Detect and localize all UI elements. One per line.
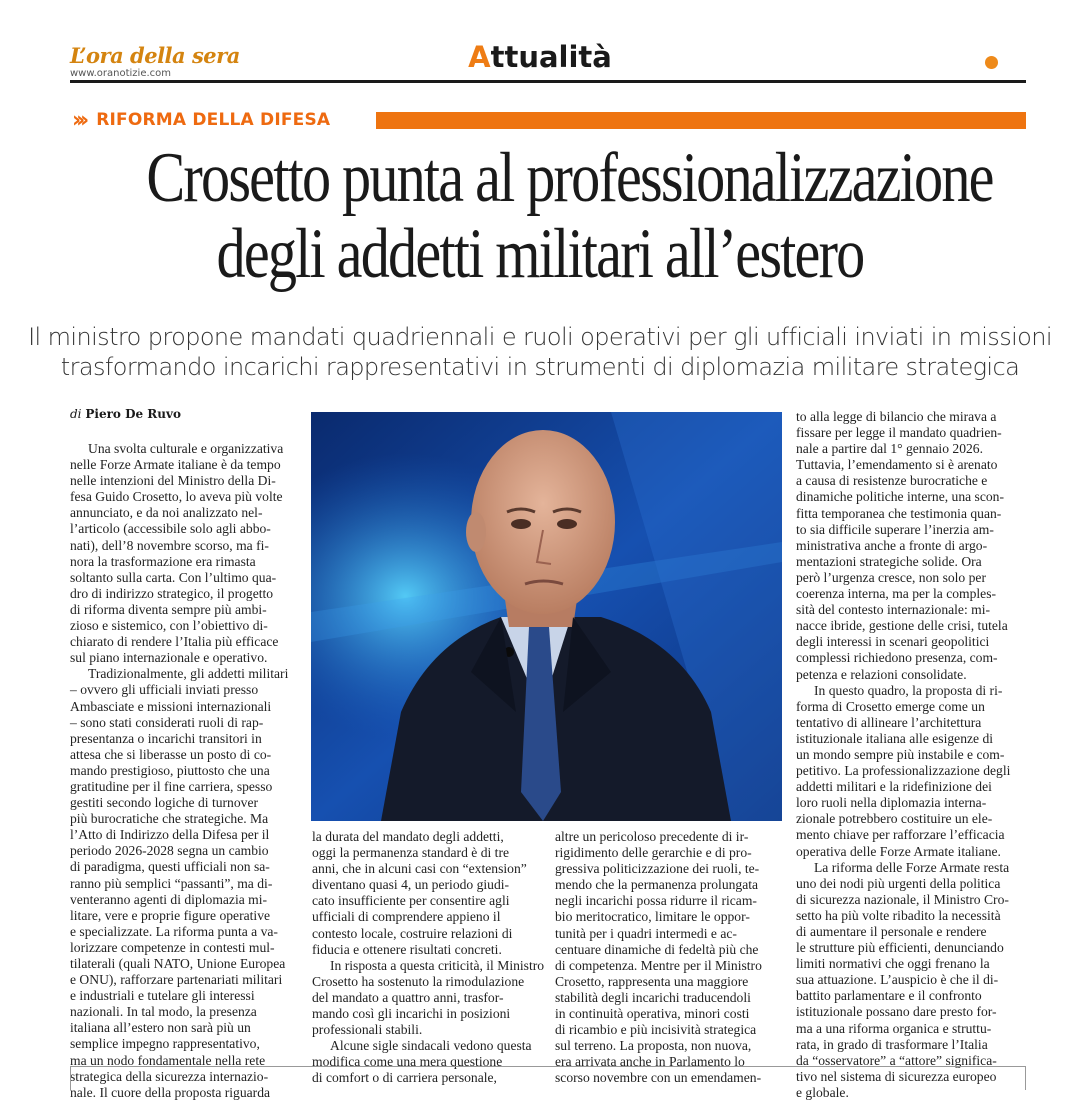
article-line: Tradizionalmente, gli addetti militari (88, 666, 289, 682)
article-line: tilaterali (quali NATO, Unione Europea (70, 956, 286, 971)
article-line: periodo 2026-2028 segna un cambio (70, 843, 269, 859)
article-line: però l’urgenza cresce, non solo per (796, 569, 986, 585)
kicker (72, 108, 330, 132)
article-line: cato insufficiente per consentire agli (312, 893, 510, 909)
article-line: scorso novembre con un emendamen- (555, 1070, 762, 1086)
article-line: Crosetto ha sostenuto la rimodulazione (312, 973, 525, 989)
article-line: annunciato, e da noi analizzato nel- (70, 505, 263, 521)
article-line: nelle intenzioni del Ministro della Di- (70, 473, 276, 489)
article-line: limiti normativi che oggi frenano la (796, 956, 990, 972)
article-column-2 (312, 829, 544, 1087)
article-line: to sia difficile superare l’inerzia am- (796, 521, 994, 537)
byline-author: Piero De Ruvo (85, 407, 181, 421)
article-line: chiarato di rendere l’Italia più efficace (70, 634, 279, 650)
article-line: operativa delle Forze Armate italiane. (796, 843, 1001, 859)
section-title (0, 40, 1080, 74)
article-line: gressiva politicizzazione dei ruoli, te- (555, 861, 760, 877)
article-line: ministrativa anche a fronte di argo- (796, 537, 988, 553)
article-line: contesto locale, costruire relazioni di (312, 925, 513, 941)
article-line: soltanto sulla carta. Con l’ultimo qua- (70, 569, 277, 585)
article-line: tentativo di allineare l’architettura (796, 714, 982, 730)
subheadline-line-1: Il ministro propone mandati quadriennali e ruoli operativi per gli ufficiali inviati in missioni (28, 323, 1052, 351)
article-line: professionali stabili. (312, 1022, 423, 1038)
article-line: setto ha più volte ribadito la necessità (796, 907, 1001, 923)
article-line: Una svolta culturale e organizzativa (88, 441, 284, 456)
brand-name: L’ora della sera (70, 43, 240, 68)
article-line: La riforma delle Forze Armate resta (814, 859, 1010, 875)
article-line: nazionali. In tal modo, la presenza (70, 1004, 257, 1020)
article-line: litare, vere e proprie figure operative (70, 907, 271, 923)
article-line: to alla legge di bilancio che mirava a (796, 409, 997, 424)
headline-line-2: degli addetti militari all’estero (216, 215, 864, 293)
article-line: ma a una riforma organica e struttu- (796, 1020, 992, 1036)
article-line: centuare dinamiche di fedeltà più che (555, 941, 759, 957)
article-line: di sicurezza nazionale, il Ministro Cro- (796, 891, 1009, 907)
article-line: e ONU), rafforzare partenariati militari (70, 972, 283, 988)
section-title-initial: A (468, 40, 491, 74)
article-line: bio meritocratico, limitare le oppor- (555, 909, 750, 925)
article-line: strategica della sicurezza internazio- (70, 1068, 269, 1084)
article-line: addetti militari e la ridefinizione dei (796, 779, 992, 795)
article-line: uno dei nodi più urgenti della politica (796, 875, 1001, 891)
article-line: zioso e sistemico, con l’obiettivo di- (70, 618, 268, 634)
section-title-rest: ttualità (490, 40, 612, 74)
article-line: gestiti secondo logiche di turnover (70, 795, 259, 811)
article-line: negli incarichi possa ridurre il ricam- (555, 893, 757, 909)
article-line: dinamiche politiche interne, una scon- (796, 489, 1004, 505)
article-line: diventano quasi 4, un periodo giudi- (312, 877, 510, 893)
article-line: sul piano internazionale e operativo. (70, 650, 268, 666)
article-line: fissare per legge il mandato quadrien- (796, 425, 1002, 441)
article-line: di ricambio e più incisività strategica (555, 1022, 757, 1038)
article-line: ma un nodo fondamentale nella rete (70, 1052, 266, 1068)
article-line: semplice impegno rappresentativo, (70, 1036, 260, 1052)
article-line: era arrivata anche in Parlamento lo (555, 1054, 745, 1070)
article-line: stabilità degli incarichi traducendoli (555, 989, 751, 1005)
article-line: e industriali e tutelare gli interessi (70, 988, 255, 1004)
article-line: di aumentare il personale e rendere (796, 924, 987, 939)
article-line: da “osservatore” a “attore” significa- (796, 1052, 997, 1068)
byline-prefix: di (70, 407, 82, 421)
orange-dot-icon (985, 56, 998, 69)
article-line: sua attuazione. L’auspicio è che il di- (796, 972, 999, 988)
article-line: di comfort o di carriera personale, (312, 1070, 497, 1086)
headline-line-1: Crosetto punta al professionalizzazione (146, 139, 993, 217)
article-line: e specializzate. La riforma punta a va- (70, 923, 278, 939)
article-line: e globale. (796, 1084, 849, 1100)
article-line: loro ruoli nella diplomazia interna- (796, 795, 987, 811)
article-line: anni, che in alcuni casi con “extension” (312, 861, 527, 877)
article-line: italiana all’estero non sarà più un (70, 1020, 251, 1036)
article-line: mando così gli incarichi in posizioni (312, 1006, 511, 1022)
article-line: rigidimento delle gerarchie e di pro- (555, 845, 752, 861)
subheadline-line-2: trasformando incarichi rappresentativi in strumenti di diplomazia militare strategica (60, 353, 1020, 381)
article-line: la durata del mandato degli addetti, (312, 829, 504, 844)
article-column-4 (796, 409, 1030, 1101)
byline (70, 407, 181, 421)
article-line: nale. Il cuore della proposta riguarda (70, 1084, 271, 1100)
article-line: un mondo sempre più instabile e com- (796, 746, 1005, 762)
article-line: del mandato a quattro anni, trasfor- (312, 989, 504, 1005)
article-line: istituzionale italiana alle esigenze di (796, 730, 994, 746)
article-line: venteranno agenti di diplomazia mi- (70, 891, 268, 907)
article-line: presentanza o incarichi transitori in (70, 730, 262, 746)
article-line: fitta temporanea che testimonia quan- (796, 505, 1002, 521)
article-line: ufficiali di comprendere appieno il (312, 909, 501, 925)
kicker-bar (376, 112, 1026, 129)
article-line: forma di Crosetto emerge come un (796, 698, 985, 714)
article-line: le strutture più efficienti, denunciando (796, 940, 1004, 956)
article-line: Ambasciate e missioni internazionali (70, 698, 272, 714)
article-line: petenza e relazioni consolidate. (796, 666, 967, 682)
article-line: complessi richiedono presenza, com- (796, 650, 998, 666)
subheadline (20, 322, 1060, 382)
article-line: più burocratiche che strategiche. Ma (70, 811, 269, 827)
article-line: di riforma diventa sempre più ambi- (70, 601, 267, 617)
article-line: sul terreno. La proposta, non nuova, (555, 1038, 752, 1054)
article-line: nora la trasformazione era rimasta (70, 553, 256, 569)
masthead-rule (70, 80, 1026, 83)
article-line: rata, in grado di trasformare l’Italia (796, 1036, 988, 1052)
kicker-text: RIFORMA DELLA DIFESA (96, 110, 331, 130)
article-line: mento chiave per rafforzare l’efficacia (796, 827, 1005, 843)
chevrons-icon: ››› (72, 107, 85, 133)
article-line: nelle Forze Armate italiane è da tempo (70, 457, 281, 473)
article-line: nacce ibride, gestione delle crisi, tutela (796, 618, 1008, 634)
article-line: l’articolo (accessibile solo agli abbo- (70, 521, 271, 537)
article-line: mendo che la permanenza prolungata (555, 877, 759, 893)
article-line: In questo quadro, la proposta di ri- (814, 682, 1003, 698)
article-line: coerenza interna, ma per la comples- (796, 586, 997, 602)
article-line: altre un pericoloso precedente di ir- (555, 829, 749, 844)
article-line: – sono stati considerati ruoli di rap- (70, 714, 264, 730)
article-line: Crosetto, rappresenta una maggiore (555, 973, 749, 989)
portrait-photo (311, 412, 782, 821)
article-line: nati), dell’8 novembre scorso, ma fi- (70, 537, 269, 553)
brand-url[interactable]: www.oranotizie.com (70, 68, 172, 79)
article-column-3 (555, 829, 787, 1087)
article-line: degli interessi in scenari geopolitici (796, 634, 990, 650)
article-line: zionale potrebbero costituire un ele- (796, 811, 993, 827)
article-line: in continuità operativa, minori costi (555, 1006, 750, 1022)
article-line: mando prestigioso, piuttosto che una (70, 762, 270, 778)
headline (146, 139, 993, 293)
article-line: sità del contesto internazionale: mi- (796, 602, 991, 618)
article-line: fesa Guido Crosetto, lo aveva più volte (70, 489, 283, 505)
article-line: ranno più semplici “passanti”, ma di- (70, 875, 273, 891)
article-line: di paradigma, questi ufficiali non sa- (70, 859, 270, 875)
article-line: oggi la permanenza standard è di tre (312, 845, 510, 861)
portrait-photo-icon (311, 412, 782, 821)
article-line: l’Atto di Indirizzo della Difesa per il (70, 827, 270, 843)
article-line: istituzionale possano dare presto for- (796, 1004, 997, 1020)
article-line: tunità per i quadri intermedi e ac- (555, 925, 737, 941)
bottom-frame (70, 1066, 1026, 1090)
article-line: a causa di resistenze burocratiche e (796, 473, 988, 489)
article-line: modifica come una mera questione (312, 1054, 503, 1070)
article-line: – ovvero gli ufficiali inviati presso (70, 682, 259, 698)
article-line: battito parlamentare e il confronto (796, 988, 982, 1004)
article-line: lorizzare competenze in contesti mul- (70, 939, 275, 955)
article-line: Tuttavia, l’emendamento si è arenato (796, 457, 998, 473)
article-line: Alcune sigle sindacali vedono questa (330, 1038, 532, 1054)
article-line: mentazioni strategiche solide. Ora (796, 553, 982, 569)
article-column-1 (70, 441, 306, 1101)
article-line: In risposta a questa criticità, il Ministro (330, 957, 545, 973)
article-line: di competenza. Mentre per il Ministro (555, 957, 762, 973)
article-line: attesa che si liberasse un posto di co- (70, 746, 272, 762)
article-line: fiducia e ottenere risultati concreti. (312, 941, 502, 957)
article-line: tivo nel sistema di sicurezza europeo (796, 1068, 997, 1084)
article-line: petitivo. La professionalizzazione degli (796, 763, 1011, 779)
article-line: dro di indirizzo strategico, il progetto (70, 585, 274, 601)
article-line: nale a partire dal 1° gennaio 2026. (796, 441, 983, 457)
article-line: gratitudine per il fine carriera, spesso (70, 778, 273, 794)
